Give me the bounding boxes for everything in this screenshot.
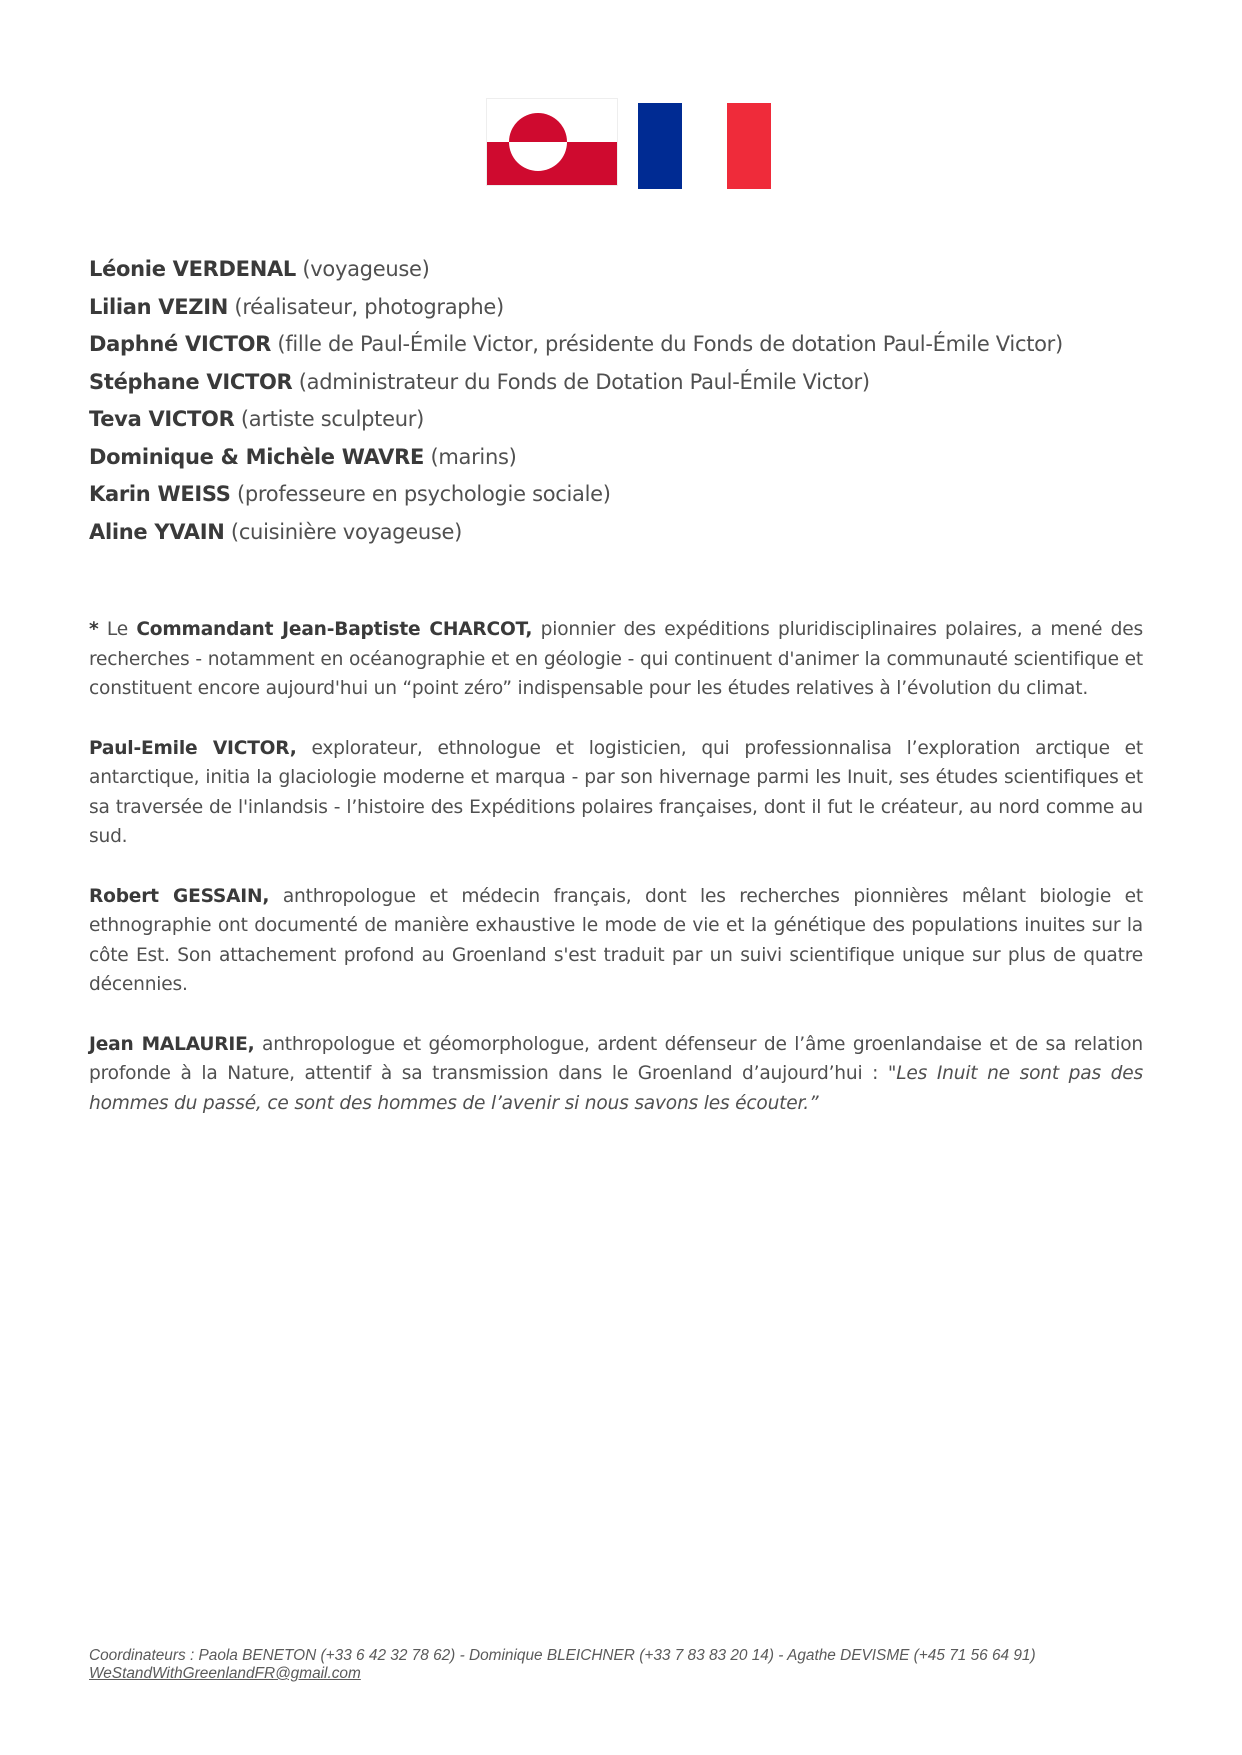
signatory-role: (marins) [430, 444, 517, 469]
france-flag-red-band [727, 103, 771, 189]
bio-text: anthropologue et géomorphologue, ardent défenseur de l’âme groenlandaise et de sa relation profonde à la Nature, attentif à sa transmission dans le Groenland d’aujourd’hui : [89, 1033, 1143, 1084]
france-flag [638, 103, 772, 189]
signatory-name: Stéphane VICTOR [89, 369, 293, 394]
signatories-list [89, 251, 1149, 551]
france-flag-white-band [682, 103, 726, 189]
bio-text: pionnier des expéditions pluridisciplinaires polaires, a mené des recherches - notamment en océanographie et en géologie - qui continuent d'animer la communauté scientifique et constituent encore aujourd'hui un “point zéro” indispensable pour les études relatives à l’évolution du climat. [89, 619, 1143, 699]
bio-text: anthropologue et médecin français, dont les recherches pionnières mêlant biologie et ethnographie ont documenté de manière exhaustive le mode de vie et la génétique des populations inuites sur la côte Est. Son attachement profond au Groenland s'est traduit par un suivi scientifique unique sur plus de quatre décennies. [89, 885, 1143, 995]
signatory-name: Lilian VEZIN [89, 294, 229, 319]
flags-header [486, 97, 776, 192]
signatory-name: Aline YVAIN [89, 519, 225, 544]
signatory-role: (professeure en psychologie sociale) [236, 482, 611, 506]
bio-name: Jean MALAURIE, [89, 1033, 255, 1055]
bio-gessain [89, 882, 1143, 1000]
signatory-name: Daphné VICTOR [89, 332, 272, 356]
signatory-row [89, 439, 1149, 477]
bio-name: Paul-Emile VICTOR, [89, 737, 297, 759]
signatory-row [89, 326, 1149, 364]
bio-text: explorateur, ethnologue et logisticien, qui professionnalisa l’exploration arctique et antarctique, initia la glaciologie moderne et marqua - par son hivernage parmi les Inuit, ses études scientifiques et sa traversée de l'inlandsis - l’histoire des Expéditions polaires françaises, dont il fut le créateur, au nord comme au sud. [89, 737, 1144, 847]
signatory-role: (cuisinière voyageuse) [230, 519, 462, 544]
footnote-asterisk: * [89, 619, 99, 640]
bio-name: Robert GESSAIN, [89, 885, 270, 907]
signatory-name: Léonie VERDENAL [89, 257, 297, 281]
bio-victor [89, 734, 1143, 852]
bio-name: Commandant Jean-Baptiste CHARCOT, [136, 619, 533, 640]
bio-malaurie [89, 1030, 1143, 1119]
greenland-flag [486, 98, 618, 186]
biographies [89, 615, 1143, 1148]
bio-quote: "Les Inuit ne sont pas des hommes du passé, ce sont des hommes de l’avenir si nous savons les écouter.” [89, 1063, 1144, 1114]
signatory-row [89, 251, 1149, 289]
bio-prefix: Le [98, 619, 137, 640]
footer-coordinators: Coordinateurs : Paola BENETON (+33 6 42 32 78 62) - Dominique BLEICHNER (+33 7 83 83 20 14) - Agathe DEVISME (+45 71 56 64 91) [89, 1647, 1036, 1664]
signatory-name: Dominique & Michèle WAVRE [89, 444, 425, 469]
signatory-role: (voyageuse) [302, 257, 430, 281]
signatory-row [89, 289, 1149, 327]
signatory-role: (artiste sculpteur) [240, 407, 424, 431]
greenland-flag-graphic [487, 99, 617, 185]
signatory-row [89, 401, 1149, 439]
signatory-row [89, 476, 1149, 514]
signatory-role: (administrateur du Fonds de Dotation Paul-Émile Victor) [298, 369, 870, 394]
france-flag-blue-band [638, 103, 682, 189]
signatory-row [89, 364, 1149, 402]
bio-charcot [89, 615, 1143, 704]
footer-email-link[interactable]: WeStandWithGreenlandFR@gmail.com [89, 1665, 361, 1682]
signatory-role: (fille de Paul-Émile Victor, présidente du Fonds de dotation Paul-Émile Victor) [277, 332, 1063, 356]
signatory-name: Teva VICTOR [89, 407, 235, 431]
signatory-name: Karin WEISS [89, 482, 231, 506]
signatory-role: (réalisateur, photographe) [234, 294, 504, 319]
signatory-row [89, 514, 1149, 552]
footer [89, 1647, 1189, 1683]
